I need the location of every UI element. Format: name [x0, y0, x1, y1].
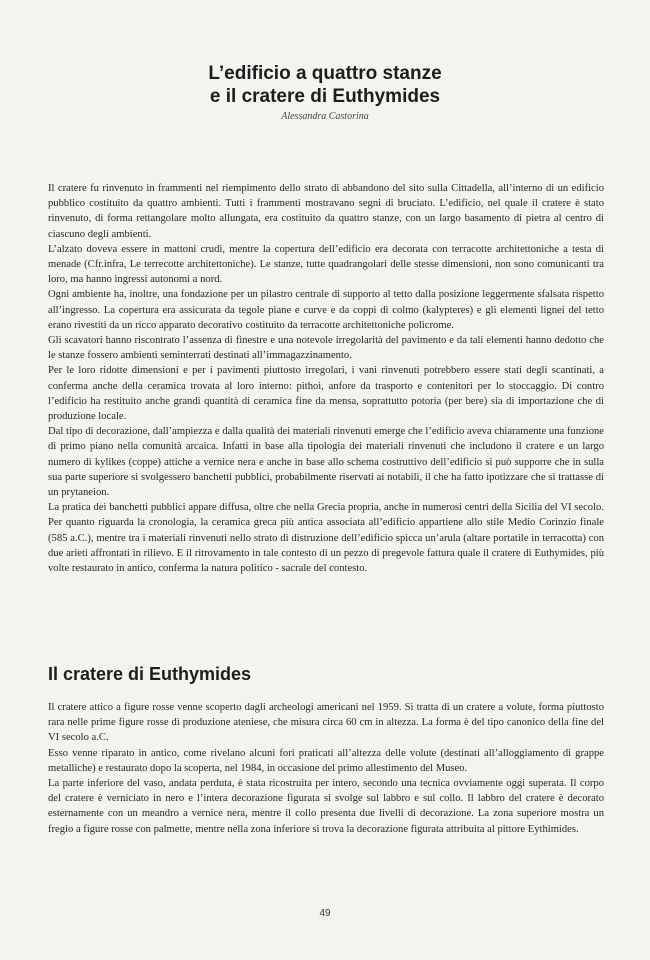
paragraph: L’alzato doveva essere in mattoni crudi, mentre la copertura dell’edificio era decorata con terracotte architettoniche a testa di menade (Cfr.infra, Le terrecotte architettoniche). Le stanze, tutte quadrangolari delle stesse dimensioni, non sono comunicanti tra loro, ma hanno ingressi autonomi a nord.	[48, 243, 604, 286]
title-line-1: L’edificio a quattro stanze	[208, 63, 442, 84]
paragraph: Il cratere attico a figure rosse venne scoperto dagli archeologi americani nel 1959. Si tratta di un cratere a volute, forma piuttosto rara nelle prime figure rosse di produzione ateniese, che misura circa 60 cm in altezza. La forma è del tipo canonico della fine del VI secolo a.C.	[48, 702, 604, 744]
paragraph: Dal tipo di decorazione, dall’ampiezza e dalla qualità dei materiali rinvenuti emerge che l’edificio aveva chiaramente una funzione di primo piano nella comunità arcaica. Infatti in base alla tipologia dei materiali rinvenuti che includono il cratere e un largo numero di kylikes (coppe) attiche a vernice nera e anche in base allo schema costruttivo dell’edificio si può supporre che in sulla sua parte superiore si svolgessero banchetti pubblici, probabilmente riservati ai notabili, il che ha fatto ipotizzare che si trattasse di un prytaneion.	[48, 426, 604, 499]
paragraph: Il cratere fu rinvenuto in frammenti nel riempimento dello strato di abbandono del sito sulla Cittadella, all’interno di un edificio pubblico costituito da quattro ambienti. Tutti i frammenti mostravano segni di bruciato. L’edificio, nel quale il cratere è stato rinvenuto, di forma rettangolare molto allungata, era costituito da quattro stanze, con un largo basamento di pietra al centro di ciascuno degli ambienti.	[48, 183, 604, 240]
paragraph: La pratica dei banchetti pubblici appare diffusa, oltre che nella Grecia propria, anche in numerosi centri della Sicilia del VI secolo. Per quanto riguarda la cronologia, la ceramica greca più antica associata all’edificio appartiene allo stile Medio Corinzio finale (585 a.C.), mentre tra i materiali rinvenuti nello strato di distruzione dell’edificio spicca un’arula (altare portatile in terracotta) con due arieti affrontati in rilievo. E il ritrovamento in tale contesto di un pezzo di pregevole fattura quale il cratere di Euthymides, più volte restaurato in antico, conferma la natura politico - sacrale del contesto.	[48, 502, 604, 575]
paragraph: Gli scavatori hanno riscontrato l’assenza di finestre e una notevole irregolarità del pavimento e da tali elementi hanno dedotto che le stanze fossero ambienti seminterrati destinati all’immagazzinamento.	[48, 335, 604, 362]
title-block	[0, 62, 650, 122]
paragraph: Per le loro ridotte dimensioni e per i pavimenti piuttosto irregolari, i vani rinvenuti potrebbero essere stati degli scantinati, a conferma anche della ceramica trovata al loro interno: pithoi, anfore da trasporto e contenitori per lo stoccaggio. Di contro l’edificio ha restituito anche grandi quantità di ceramica fine da mensa, soprattutto potoria (per bere) sia di importazione che di produzione locale.	[48, 365, 604, 423]
title-line-2: e il cratere di Euthymides	[209, 86, 441, 107]
page-title	[0, 62, 650, 108]
section-1-body	[48, 181, 604, 576]
author-name: Alessandra Castorina	[281, 111, 369, 122]
paragraph: Ogni ambiente ha, inoltre, una fondazione per un pilastro centrale di supporto al tetto dalla posizione leggermente sfalsata rispetto all’ingresso. La copertura era assicurata da tegole piane e curve e da coppi di colmo (kalypteres) e gli elementi lignei del tetto erano rivestiti da un ricco apparato decorativo costituito da terracotte architettoniche policrome.	[48, 289, 604, 331]
section-heading: Il cratere di Euthymides	[48, 664, 252, 684]
paragraph: Esso venne riparato in antico, come rivelano alcuni fori praticati all’altezza delle volute (destinati all’alloggiamento di grappe metalliche) e restaurato dopo la scoperta, nel 1984, in occasione del primo allestimento del Museo.	[48, 747, 604, 774]
paragraph: La parte inferiore del vaso, andata perduta, è stata ricostruita per intero, secondo una tecnica ovviamente oggi superata. Il corpo del cratere è verniciato in nero e l’intera decorazione figurata si svolge sul labbro e sul collo. Il labbro del cratere è decorato esternamente con un meandro a vernice nera, mentre il collo presenta due livelli di decorazione. La zona superiore mostra un fregio a figure rosse con palmette, mentre nella zona inferiore si trova la decorazione figurata attribuita al pittore Eythimides.	[48, 778, 604, 835]
section-2-body	[48, 700, 604, 837]
page-number: 49	[319, 908, 331, 919]
